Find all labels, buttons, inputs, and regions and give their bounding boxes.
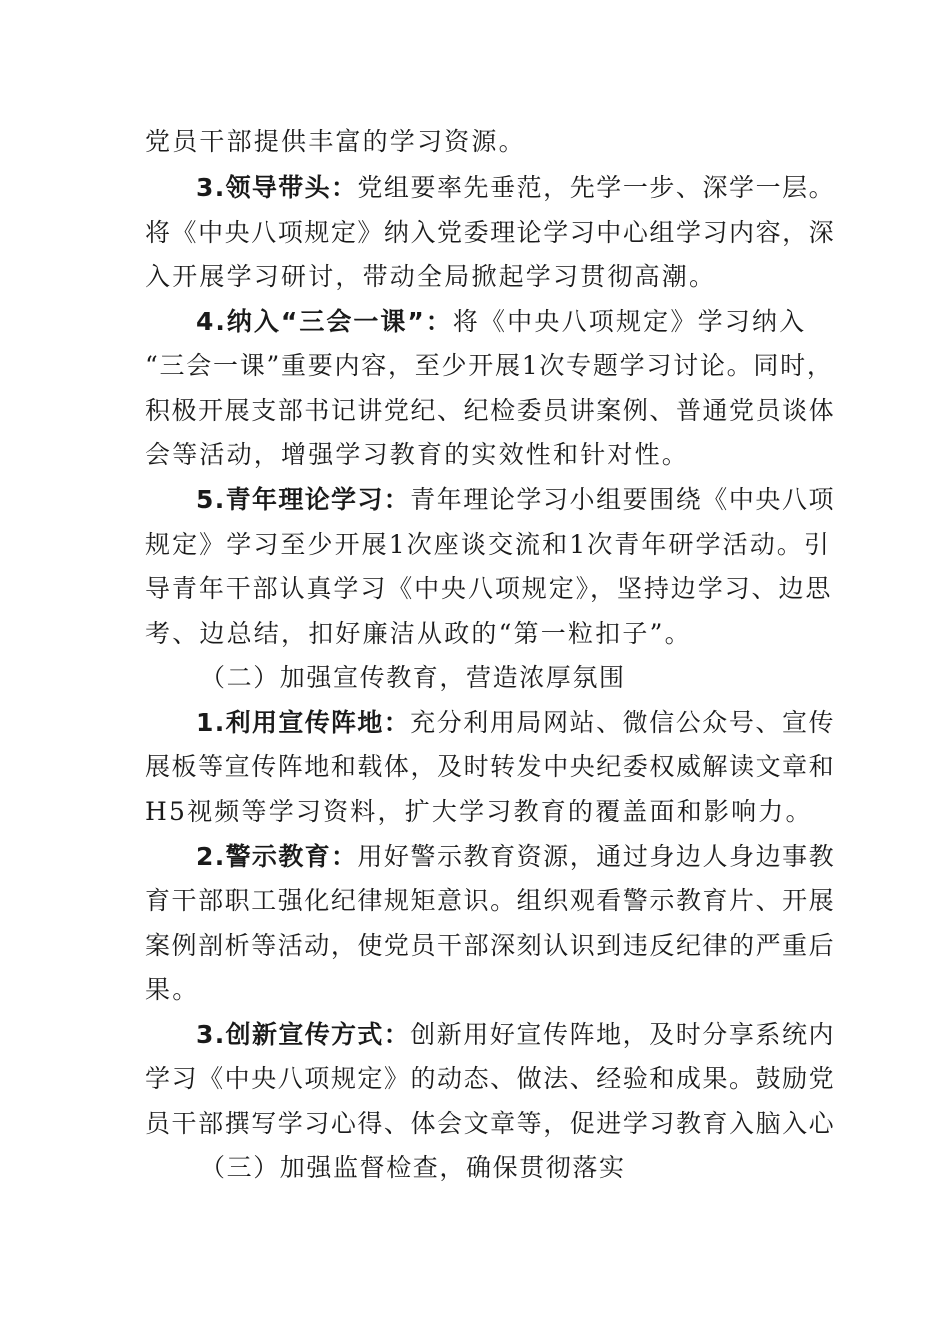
line-text: 育干部职工强化纪律规矩意识。组织观看警示教育片、开展: [145, 886, 836, 915]
line-text: 导青年干部认真学习《中央八项规定》，坚持边学习、边思: [145, 574, 833, 603]
text-line: [145, 439, 825, 471]
line-text: 充分利用局网站、微信公众号、宣传: [410, 708, 836, 737]
text-line: [145, 126, 825, 158]
line-text: 用好警示教育资源，通过身边人身边事教: [357, 842, 836, 871]
line-text: 果。: [145, 975, 200, 1004]
text-line: [196, 306, 876, 338]
line-text: 案例剖析等活动，使党员干部深刻认识到违反纪律的严重后: [145, 931, 836, 960]
text-line: [145, 1108, 836, 1140]
line-text: 党组要率先垂范，先学一步、深学一层。: [357, 173, 836, 202]
line-text: H5视频等学习资料，扩大学习教育的覆盖面和影响力。: [145, 797, 813, 826]
line-text: 员干部撰写学习心得、体会文章等，促进学习教育入脑入心: [145, 1109, 836, 1138]
text-line: [145, 395, 836, 427]
item-heading: 2.警示教育：: [196, 842, 358, 871]
text-line: [196, 172, 876, 204]
line-text: “三会一课”重要内容，至少开展1次专题学习讨论。同时，: [145, 351, 834, 380]
text-line: [196, 484, 876, 516]
text-line: [145, 573, 833, 605]
text-line: [145, 350, 834, 382]
item-heading: 3.创新宣传方式：: [196, 1020, 411, 1049]
section-heading: [200, 662, 880, 694]
text-line: [145, 217, 836, 249]
text-line: [196, 707, 876, 739]
item-heading: 1.利用宣传阵地：: [196, 708, 411, 737]
item-heading: 3.领导带头：: [196, 173, 358, 202]
item-heading: 4.纳入“三会一课”：: [196, 307, 453, 336]
text-line: [145, 618, 825, 650]
text-line: [145, 885, 836, 917]
line-text: 考、边总结，扣好廉洁从政的“第一粒扣子”。: [145, 619, 692, 648]
line-text: 党员干部提供丰富的学习资源。: [145, 127, 526, 156]
text-line: [145, 529, 831, 561]
item-heading: 5.青年理论学习：: [196, 485, 411, 514]
line-text: 将《中央八项规定》学习纳入: [452, 307, 807, 336]
text-line: [145, 974, 825, 1006]
line-text: 将《中央八项规定》纳入党委理论学习中心组学习内容，深: [145, 218, 836, 247]
text-line: [145, 751, 836, 783]
line-text: 创新用好宣传阵地，及时分享系统内: [410, 1020, 836, 1049]
line-text: 规定》学习至少开展1次座谈交流和1次青年研学活动。引: [145, 530, 831, 559]
line-text: 入开展学习研讨，带动全局掀起学习贯彻高潮。: [145, 262, 717, 291]
line-text: 积极开展支部书记讲党纪、纪检委员讲案例、普通党员谈体: [145, 396, 836, 425]
section-heading: [200, 1152, 880, 1184]
text-line: [145, 930, 836, 962]
line-text: 青年理论学习小组要围绕《中央八项: [410, 485, 836, 514]
line-text: 学习《中央八项规定》的动态、做法、经验和成果。鼓励党: [145, 1064, 836, 1093]
line-text: （二）加强宣传教育，营造浓厚氛围: [200, 663, 626, 692]
text-line: [145, 796, 825, 828]
line-text: 会等活动，增强学习教育的实效性和针对性。: [145, 440, 690, 469]
text-line: [196, 1019, 876, 1051]
line-text: （三）加强监督检查，确保贯彻落实: [200, 1153, 626, 1182]
text-line: [196, 841, 876, 873]
text-line: [145, 261, 825, 293]
line-text: 展板等宣传阵地和载体，及时转发中央纪委权威解读文章和: [145, 752, 836, 781]
text-line: [145, 1063, 836, 1095]
